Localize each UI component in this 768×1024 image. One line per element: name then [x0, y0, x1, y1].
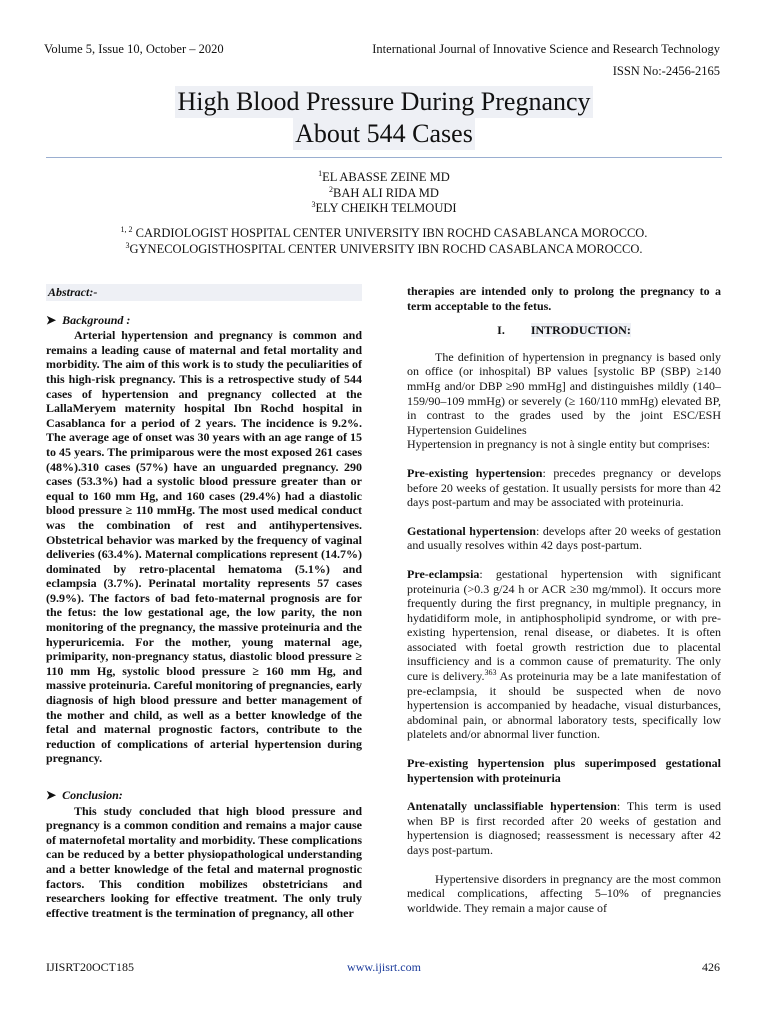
right-column [407, 284, 721, 915]
definition-item: Antenatally unclassifiable hypertension: This term is used when BP is first recorded after 20 weeks of gestation and hypertension is diagnosed; reassessment is necessary after 42 days post-partum. [407, 799, 721, 857]
conclusion-text: This study concluded that high blood pressure and pregnancy is a common condition and remains a major cause of maternofetal mortality and morbidity. These complications can be reduced by a better physiopathological understanding and a better knowledge of the fetal and maternal prognostic factors. This condition mobilizes obstetricians and researchers looking for effective treatment. The only truly effective treatment is the termination of pregnancy, all other [46, 803, 362, 920]
journal-website: www.ijisrt.com [347, 960, 421, 974]
definition-item: Pre-existing hypertension: precedes pregnancy or develops before 20 weeks of gestation. It usually persists for more than 42 days post-partum and may be associated with proteinuria. [407, 465, 721, 510]
paper-title [0, 86, 768, 150]
volume-info: Volume 5, Issue 10, October – 2020 [44, 42, 224, 56]
arrow-bullet-icon: ➤ [46, 312, 57, 327]
conclusion-heading: ➤ Conclusion: [46, 788, 123, 802]
title-line-1: High Blood Pressure During Pregnancy [177, 87, 591, 116]
conclusion-continued: therapies are intended only to prolong the pregnancy to a term acceptable to the fetus. [407, 284, 721, 313]
affiliation: $^3$GYNECOLOGISTHOSPITAL CENTER UNIVERSITY IBN ROCHD CASABLANCA MOROCCO. [125, 240, 643, 256]
paper-id: IJISRT20OCT185 [46, 960, 134, 974]
title-divider [46, 157, 722, 158]
journal-name: International Journal of Innovative Science and Research Technology [372, 42, 720, 56]
page-number: 426 [702, 960, 720, 974]
affiliation: $^{1, 2}$ CARDIOLOGIST HOSPITAL CENTER UNIVERSITY IBN ROCHD CASABLANCA MOROCCO. [120, 224, 648, 240]
abstract-label: Abstract:- [46, 284, 362, 301]
section-heading-introduction: I. INTRODUCTION: [497, 323, 631, 338]
author: $^1$EL ABASSE ZEINE MD [318, 168, 450, 184]
arrow-bullet-icon: ➤ [46, 788, 57, 802]
intro-paragraph: The definition of hypertension in pregnancy is based only on office (or inhospital) BP values [systolic BP (SBP) ≥140 mmHg and/or DBP ≥90 mmHg] and distinguishes mildly (140–159/90–109 mmHg) or severely (≥ 160/110 mmHg) elevated BP, in contrast to the grades used by the joint ESC/ESH Hypertension Guidelines [407, 349, 721, 437]
author-list [0, 170, 768, 217]
author: $^2$BAH ALI RIDA MD [329, 184, 439, 200]
left-column [46, 284, 362, 920]
affiliations [0, 226, 768, 257]
intro-paragraph: Hypertensive disorders in pregnancy are the most common medical complications, affecting 5–10% of pregnancies worldwide. They remain a major cause of [407, 871, 721, 915]
title-line-2: About 544 Cases [295, 119, 473, 148]
intro-paragraph: Hypertension in pregnancy is not à single entity but comprises: [407, 437, 710, 452]
issn: ISSN No:-2456-2165 [612, 64, 720, 78]
background-text: Arterial hypertension and pregnancy is common and remains a leading cause of maternal and fetal mortality and morbidity. The aim of this work is to study the peculiarities of this high-risk pregnancy. This is a retrospective study of 544 cases of hypertension and pregnancy collected at the LallaMeryem maternity hospital Ibn Rochd hospital in Casablanca for a period of 2 years. The incidence is 9.2%. The average age of onset was 30 years with an age range of 15 to 45 years. The primiparous were the most exposed 261 cases (48%).310 cases (57%) have an unguarded pregnancy. 290 cases (53.3%) had a systolic blood pressure greater than or equal to 160 mm Hg, and 160 cases (29.4%) had a diastolic blood pressure ≥ 110 mmHg. The most used medical conduct was the combination of rest and antihypertensives. Obstetrical behavior was marked by the frequency of vaginal deliveries (63.4%). Maternal complications represent (14.7%) dominated by retro-placental hematoma (5.1%) and eclampsia (3.7%). Perinatal mortality represents 57 cases (9.9%). The factors of bad feto-maternal prognosis are for the fetus: the low gestational age, the low parity, the non monitoring of the pregnancy, the massive proteinuria and the hyperuricemia. For the mother, young maternal age, primiparity, non-pregnancy status, diastolic blood pressure ≥ 110 mm Hg, systolic blood pressure ≥ 160 mm Hg, and massive proteinuria. Careful monitoring of pregnancies, early diagnosis of high blood pressure and better management of the mother and child, as well as a better knowledge of the fetal and maternal prognostic factors, contribute to the reduction of complications of arterial hypertension during pregnancy. [46, 328, 362, 766]
definition-item: Gestational hypertension: develops after 20 weeks of gestation and usually resolves within 42 days post-partum. [407, 523, 721, 553]
definition-item: Pre-existing hypertension plus superimposed gestational hypertension with proteinuria [407, 756, 721, 785]
definition-item: Pre-eclampsia: gestational hypertension with significant proteinuria (>0.3 g/24 h or ACR ≥30 mg/mmol). It occurs more frequently during the first pregnancy, in multiple pregnancy, in hydatidiform mole, in antiphospholipid syndrome, or with pre-existing hypertension, renal disease, or diabetes. It is often associated with foetal growth restriction due to placental insufficiency and is a common cause of prematurity. The only cure is delivery.$^{363}$ As proteinuria may be a late manifestation of pre-eclampsia, it should be suspected when de novo hypertension is accompanied by headache, visual disturbances, abdominal pain, or abnormal laboratory tests, specifically low platelets and/or abnormal liver function. [407, 566, 721, 742]
background-heading: ➤ Background : [46, 312, 131, 327]
author: $^3$ELY CHEIKH TELMOUDI [311, 199, 457, 215]
